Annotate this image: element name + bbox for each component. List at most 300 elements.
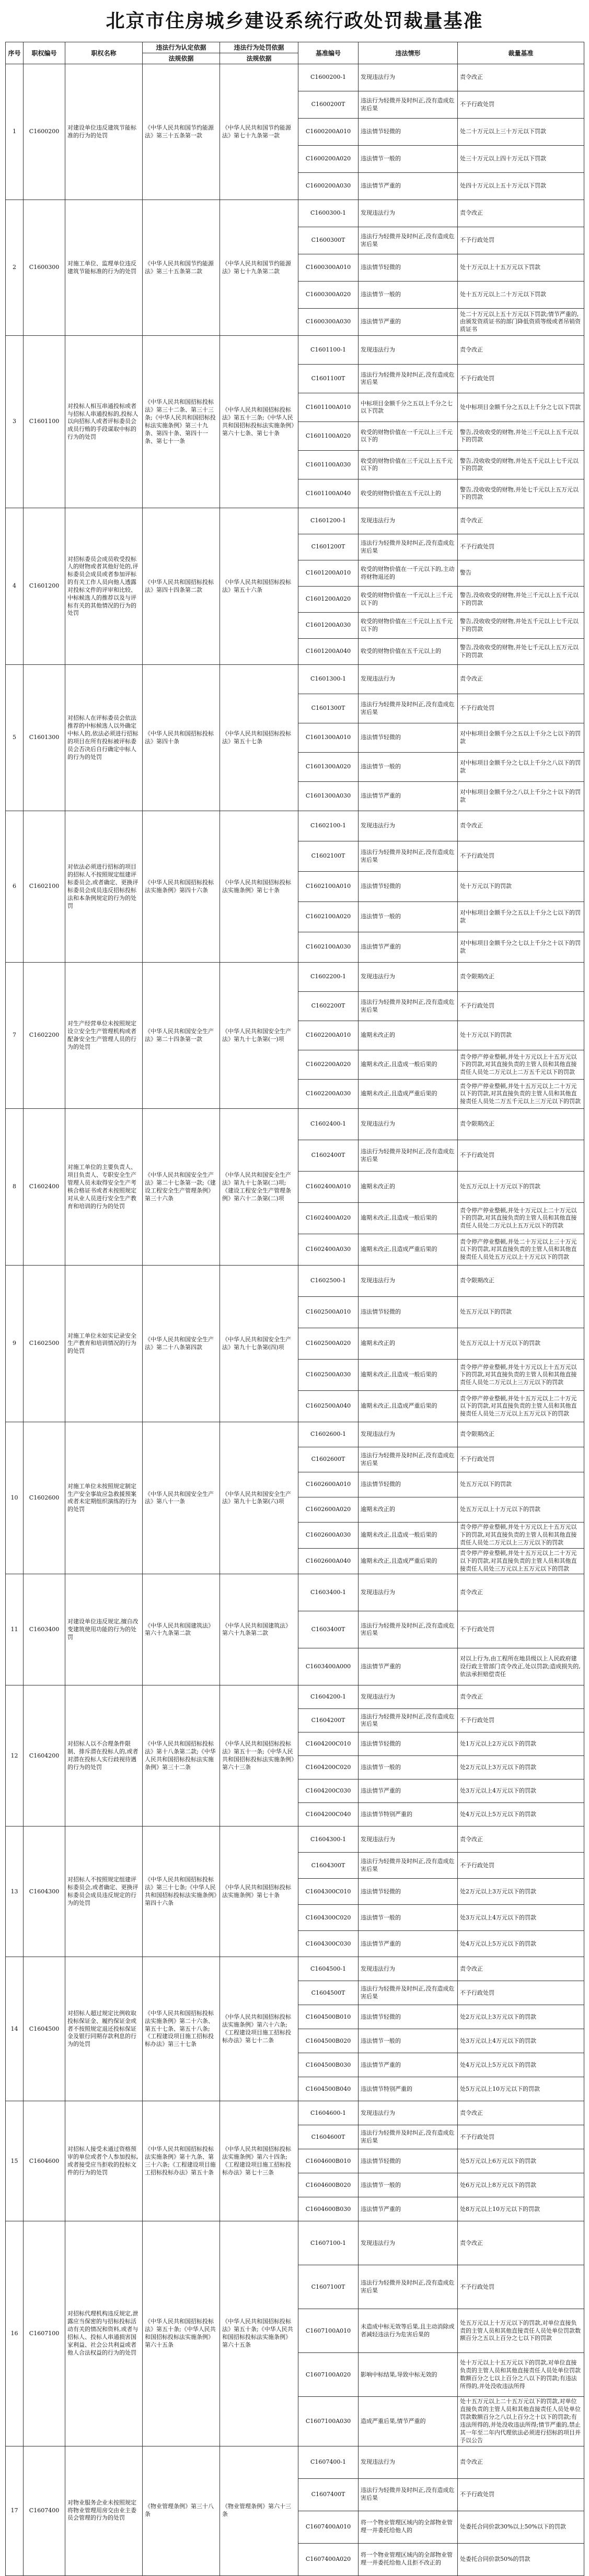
std-code: C1602100A010 — [298, 872, 359, 902]
situation: 造成严重后果,情节严重的 — [359, 2397, 458, 2446]
standard: 责令改正 — [458, 336, 584, 365]
situation: 违法情节严重的 — [359, 173, 458, 200]
standard: 对中标项目金额千分之七以上千分之八以下的罚款 — [458, 753, 584, 782]
situation: 违法情节轻微的 — [359, 2005, 458, 2029]
situation: 发现违法行为 — [359, 963, 458, 992]
situation: 违法行为轻微并及时纠正,没有造成危害后果 — [359, 91, 458, 119]
group-basis: 《中华人民共和国安全生产法》第二十四条第一款 — [143, 963, 220, 1109]
table-row — [6, 1685, 584, 1709]
standard: 处2万元以上3万元以下的罚款 — [458, 1879, 584, 1905]
standard: 责令停产停业整顿,并处十五万元以上二十万元以下的罚款,对其直接负责的主管人员和其他直接责任人员处三万元以上五万元以下的罚款 — [458, 1548, 584, 1574]
standard: 责令停产停业整顿,并处十万元以上二十万元以下的罚款,对其直接负责的主管人员和其他直接责任人员处二万元以上五万元以下的罚款 — [458, 1203, 584, 1234]
situation: 未造成中标无效等后果,且主动消除或者减轻违法行为危害后果的 — [359, 2309, 458, 2353]
std-code: C1607100A020 — [298, 2353, 359, 2397]
std-code: C1601300A010 — [298, 723, 359, 753]
group-penalty-basis: 《中华人民共和国招标投标法》第五十一条;《中华人民共和国招标投标法实施条例》第六十三条 — [220, 1685, 298, 1826]
standard: 对中标项目金额千分之五以上千分之七以下的罚款 — [458, 902, 584, 932]
group-basis: 《中华人民共和国安全生产法》第二十八条第四款 — [143, 1266, 220, 1422]
group-code: C1602500 — [24, 1266, 65, 1422]
group-seq: 4 — [6, 508, 24, 665]
standard: 不予行政处罚 — [458, 365, 584, 393]
std-code: C1601300A030 — [298, 782, 359, 811]
standard: 警告 — [458, 560, 584, 587]
group-penalty-basis: 《中华人民共和国招标投标法》第五十条;《中华人民共和国招标投标法实施条例》第六十五条 — [220, 2221, 298, 2446]
std-code: C1607400T — [298, 2478, 359, 2511]
situation: 发现违法行为 — [359, 1685, 458, 1709]
std-code: C1602500A010 — [298, 1297, 359, 1328]
std-code: C1607100A030 — [298, 2397, 359, 2446]
situation: 发现违法行为 — [359, 665, 458, 694]
standard: 不予行政处罚 — [458, 1709, 584, 1732]
std-code: C1602200A010 — [298, 1021, 359, 1050]
std-code: C1601200T — [298, 534, 359, 560]
std-code: C1604600B030 — [298, 2197, 359, 2221]
standard: 不予行政处罚 — [458, 1447, 584, 1472]
group-name: 对招标人接受未通过资格预审的单位或者个人参加投标,或者接受应当拒收的投标文件的行为的处罚 — [65, 2101, 143, 2221]
std-code: C1601300A020 — [298, 753, 359, 782]
group-seq: 3 — [6, 336, 24, 508]
std-code: C1602200-1 — [298, 963, 359, 992]
standard: 处3万元以上4万元以下的罚款 — [458, 2029, 584, 2053]
group-penalty-basis: 《中华人民共和国节约能源法》第七十九条第二款 — [220, 200, 298, 336]
group-code: C1607100 — [24, 2221, 65, 2446]
standard: 处6万元以上8万元以下的罚款 — [458, 2173, 584, 2197]
std-code: C1601100T — [298, 365, 359, 393]
group-name: 对招标人不按照规定组建评标委员会,或者确定、更换评标委员会成员违反规定的行为的处罚 — [65, 1826, 143, 1957]
standard: 处十万元以上十五万元以下罚款 — [458, 254, 584, 282]
std-code: C1601100A030 — [298, 451, 359, 479]
situation: 发现违法行为 — [359, 1957, 458, 1981]
table-row — [6, 811, 584, 841]
situation: 逾期未改正的 — [359, 1021, 458, 1050]
group-code: C1600200 — [24, 64, 65, 200]
standard: 不予行政处罚 — [458, 2265, 584, 2309]
group-basis: 《中华人民共和国建筑法》第六十九条第二款 — [143, 1574, 220, 1685]
situation: 逾期未改正,且造成严重后果的 — [359, 1548, 458, 1574]
std-code: C1601200-1 — [298, 508, 359, 534]
group-penalty-basis: 《中华人民共和国安全生产法》第九十七条第(一)项 — [220, 963, 298, 1109]
standard: 责令改正 — [458, 811, 584, 841]
group-name: 对招标人以不合理条件限制、排斥潜在投标人的,或者对潜在投标人实行歧视待遇的行为的处罚 — [65, 1685, 143, 1826]
standard: 警告,没收收受的财物,并处三千元以上五千元以下的罚款 — [458, 587, 584, 613]
situation: 发现违法行为 — [359, 2446, 458, 2478]
standard: 处委托合同价款30%以上50%以下的罚款 — [458, 2511, 584, 2543]
group-basis: 《中华人民共和国招标投标法》第三十七条;《中华人民共和国招标投标法实施条例》第四十六条 — [143, 1826, 220, 1957]
std-code: C1607100A010 — [298, 2309, 359, 2353]
std-code: C1602200T — [298, 992, 359, 1021]
standard: 责令停产停业整顿,并处十五万元以上二十万元以下的罚款,对其直接负责的主管人员和其他直接责任人员处二万五千元以上三万元以下的罚款 — [458, 1080, 584, 1109]
group-name: 对招标人超过规定比例收取投标保证金、履约保证金或者不按照规定退还投标保证金及银行同期存款利息的行为的处罚 — [65, 1957, 143, 2101]
group-penalty-basis: 《物业管理条例》第六十三条 — [220, 2446, 298, 2575]
standard: 责令改正 — [458, 665, 584, 694]
table-row — [6, 1574, 584, 1611]
header-basis-group: 违法行为认定依据 — [143, 42, 220, 53]
standard: 不予行政处罚 — [458, 2478, 584, 2511]
standard: 不予行政处罚 — [458, 841, 584, 872]
group-seq: 2 — [6, 200, 24, 336]
situation: 违法行为轻微并及时纠正,没有造成危害后果 — [359, 992, 458, 1021]
group-basis: 《物业管理条例》第三十八条 — [143, 2446, 220, 2575]
group-name: 对施工单位未如实记录安全生产教育和培训情况的行为的处罚 — [65, 1266, 143, 1422]
group-code: C1603400 — [24, 1574, 65, 1685]
standard: 处五万元以上十万元以下的罚款 — [458, 1328, 584, 1360]
std-code: C1602400T — [298, 1140, 359, 1172]
std-code: C1601200A040 — [298, 639, 359, 665]
std-code: C1602500A030 — [298, 1360, 359, 1391]
std-code: C1604600B020 — [298, 2173, 359, 2197]
standard: 处二十万元以上五十万元以下罚款;情节严重的,由颁发资质证书的部门降低资质等级或者吊销资质证书 — [458, 309, 584, 336]
situation: 发现违法行为 — [359, 64, 458, 91]
standard: 处十万元以下的罚款 — [458, 872, 584, 902]
situation: 发现违法行为 — [359, 1109, 458, 1140]
standard: 责令改正 — [458, 1957, 584, 1981]
situation: 违法行为轻微并及时纠正,没有造成危害后果 — [359, 841, 458, 872]
group-basis: 《中华人民共和国安全生产法》第二十七条第一款;《建设工程安全生产管理条例》第三十六条 — [143, 1109, 220, 1266]
situation: 违法行为轻微并及时纠正,没有造成危害后果 — [359, 1981, 458, 2005]
situation: 收受的财物价值在三千元以上五千元以下的 — [359, 613, 458, 639]
situation: 违法行为轻微并及时纠正,没有造成危害后果 — [359, 2125, 458, 2149]
std-code: C1604200-1 — [298, 1685, 359, 1709]
standard: 处5万元以上10万元以下的罚款 — [458, 2077, 584, 2101]
situation: 违法行为轻微并及时纠正,没有造成危害后果 — [359, 1611, 458, 1648]
std-code: C1602100A020 — [298, 902, 359, 932]
table-row — [6, 2221, 584, 2265]
group-penalty-basis: 《中华人民共和国安全生产法》第九十七条第(六)项 — [220, 1422, 298, 1574]
std-code: C1601100-1 — [298, 336, 359, 365]
situation: 违法情节一般的 — [359, 1905, 458, 1931]
standard: 不予行政处罚 — [458, 534, 584, 560]
standard: 不予行政处罚 — [458, 227, 584, 254]
group-basis: 《中华人民共和国节约能源法》第三十五条第一款 — [143, 64, 220, 200]
std-code: C1604600-1 — [298, 2101, 359, 2125]
std-code: C1601200A010 — [298, 560, 359, 587]
standard: 不予行政处罚 — [458, 694, 584, 723]
group-basis: 《中华人民共和国招标投标法实施条例》第十九条、第三十六条;《工程建设项目施工招标投标办法》第五十条 — [143, 2101, 220, 2221]
group-basis: 《中华人民共和国节约能源法》第三十五条第二款 — [143, 200, 220, 336]
standard: 责令改正 — [458, 2101, 584, 2125]
header-basis: 法规依据 — [143, 53, 220, 64]
std-code: C1604200C040 — [298, 1803, 359, 1826]
standard: 对中标项目金额千分之五以上千分之七以下的罚款 — [458, 723, 584, 753]
group-name: 对物业服务企业未按照规定将物业管理用房交由业主委员会管理的行为的处罚 — [65, 2446, 143, 2575]
std-code: C1602600A030 — [298, 1523, 359, 1549]
group-code: C1600300 — [24, 200, 65, 336]
situation: 违法行为轻微并及时纠正,没有造成危害后果 — [359, 1709, 458, 1732]
situation: 违法情节严重的 — [359, 1648, 458, 1685]
standard: 责令改正 — [458, 508, 584, 534]
situation: 违法情节一般的 — [359, 1756, 458, 1779]
group-code: C1604200 — [24, 1685, 65, 1826]
group-name: 对建设单位违反规定,擅自改变建筑使用功能的行为的处罚 — [65, 1574, 143, 1685]
header-situation: 违法情形 — [359, 42, 458, 64]
situation: 违法情节一般的 — [359, 2029, 458, 2053]
situation: 违法情节一般的 — [359, 753, 458, 782]
std-code: C1604500T — [298, 1981, 359, 2005]
standard: 处五万元以下的罚款 — [458, 1472, 584, 1497]
group-seq: 16 — [6, 2221, 24, 2446]
std-code: C1604200C030 — [298, 1779, 359, 1803]
header-standard: 裁量基准 — [458, 42, 584, 64]
situation: 违法情节一般的 — [359, 2173, 458, 2197]
group-name: 对依法必须进行招标的项目的招标人不按照规定组建评标委员会,或者确定、更换评标委员会成员违反招标投标法和本条例规定的行为的处罚 — [65, 811, 143, 963]
std-code: C1601200A020 — [298, 587, 359, 613]
std-code: C1602400A030 — [298, 1234, 359, 1266]
standard: 警告,没收收受的财物,并处七千元以上五万元以下的罚款 — [458, 479, 584, 508]
std-code: C1602100-1 — [298, 811, 359, 841]
standard: 责令限期改正 — [458, 963, 584, 992]
group-code: C1604500 — [24, 1957, 65, 2101]
situation: 违法情节一般的 — [359, 146, 458, 173]
situation: 违法情节严重的 — [359, 309, 458, 336]
situation: 将一个物业管理区域内的全部物业管理一并委托给他人且拒不改正的 — [359, 2543, 458, 2575]
group-seq: 15 — [6, 2101, 24, 2221]
standard: 不予行政处罚 — [458, 992, 584, 1021]
group-code: C1602200 — [24, 963, 65, 1109]
situation: 违法情节轻微的 — [359, 723, 458, 753]
situation: 违法情节轻微的 — [359, 2149, 458, 2173]
std-code: C1602600-1 — [298, 1422, 359, 1447]
group-seq: 17 — [6, 2446, 24, 2575]
group-seq: 8 — [6, 1109, 24, 1266]
situation: 发现违法行为 — [359, 508, 458, 534]
group-seq: 1 — [6, 64, 24, 200]
std-code: C1601100A020 — [298, 422, 359, 451]
situation: 违法情节严重的 — [359, 1779, 458, 1803]
standard: 责令限期改正 — [458, 1266, 584, 1297]
situation: 逾期未改正,且造成一般后果的 — [359, 1203, 458, 1234]
std-code: C1603400T — [298, 1611, 359, 1648]
group-code: C1602100 — [24, 811, 65, 963]
situation: 违法行为轻微并及时纠正,没有造成危害后果 — [359, 227, 458, 254]
situation: 发现违法行为 — [359, 1826, 458, 1853]
standard: 不予行政处罚 — [458, 1611, 584, 1648]
standard: 责令改正 — [458, 1826, 584, 1853]
situation: 违法情节轻微的 — [359, 1732, 458, 1756]
situation: 违法行为轻微并及时纠正,没有造成危害后果 — [359, 534, 458, 560]
situation: 违法情节轻微的 — [359, 872, 458, 902]
situation: 收受的财物价值在五千元以上的 — [359, 479, 458, 508]
group-seq: 6 — [6, 811, 24, 963]
std-code: C1604200T — [298, 1709, 359, 1732]
situation: 违法情节轻微的 — [359, 119, 458, 146]
situation: 违法行为轻微并及时纠正,没有造成危害后果 — [359, 1140, 458, 1172]
standard: 处三十万元以上四十万元以下罚款 — [458, 146, 584, 173]
table-row — [6, 1957, 584, 1981]
situation: 逾期未改正的 — [359, 1328, 458, 1360]
situation: 将一个物业管理区域内的全部物业管理一并委托给他人的 — [359, 2511, 458, 2543]
group-basis: 《中华人民共和国招标投标法》第五十条;《中华人民共和国招标投标法实施条例》第六十五条 — [143, 2221, 220, 2446]
standard: 责令停产停业整顿,并处十万元以上十五万元以下的罚款,对其直接负责的主管人员和其他直接责任人员处二万元以上三万元以下的罚款 — [458, 1360, 584, 1391]
std-code: C1607400A020 — [298, 2543, 359, 2575]
standard: 处4万元以上5万元以下的罚款 — [458, 1803, 584, 1826]
group-basis: 《中华人民共和国招标投标法》第十八条第二款;《中华人民共和国招标投标法实施条例》第三十二条 — [143, 1685, 220, 1826]
group-penalty-basis: 《中华人民共和国招标投标法》第五十七条 — [220, 665, 298, 811]
std-code: C1602200A020 — [298, 1050, 359, 1080]
std-code: C1602100A030 — [298, 932, 359, 963]
standard: 处3万元以上4万元以下的罚款 — [458, 1779, 584, 1803]
situation: 违法情节一般的 — [359, 902, 458, 932]
situation: 违法行为轻微并及时纠正,没有造成危害后果 — [359, 1447, 458, 1472]
std-code: C1602500A020 — [298, 1328, 359, 1360]
group-code: C1602600 — [24, 1422, 65, 1574]
std-code: C1607400-1 — [298, 2446, 359, 2478]
group-basis: 《中华人民共和国招标投标法》第四十四条第二款 — [143, 508, 220, 665]
group-name: 对施工单位的主要负责人、项目负责人、专职安全生产管理人员未取得安全生产考核合格证书或者未按照规定对从业人员进行安全生产教育和培训的行为的处罚 — [65, 1109, 143, 1266]
standard: 责令限期改正 — [458, 1109, 584, 1140]
group-penalty-basis: 《中华人民共和国建筑法》第六十九条第二款 — [220, 1574, 298, 1685]
standard: 处中标项目金额千分之五以上千分之七以下罚款 — [458, 393, 584, 422]
standard: 处五万元以上十万元以下的罚款 — [458, 1497, 584, 1523]
standard: 对以上行为,由工程所在地县级以上人民政府建设行政主管部门责令改正,处以罚款;造成损失的,依法承担赔偿责任 — [458, 1648, 584, 1685]
situation: 收受的财物价值在三千元以上五千元以下的 — [359, 451, 458, 479]
standard: 责令停产停业整顿,并处十五万元以上二十万元以下的罚款,对其直接负责的主管人员和其他直接责任人员处三万元以上五万元以下的罚款 — [458, 1391, 584, 1422]
std-code: C1604600T — [298, 2125, 359, 2149]
table-row — [6, 1266, 584, 1297]
standard: 责令改正 — [458, 2221, 584, 2265]
situation: 逾期未改正的 — [359, 1497, 458, 1523]
group-penalty-basis: 《中华人民共和国招标投标法》第五十六条 — [220, 508, 298, 665]
group-name: 对生产经营单位未按照规定设立安全生产管理机构或者配备安全生产管理人员的行为的处罚 — [65, 963, 143, 1109]
standard: 不予行政处罚 — [458, 1140, 584, 1172]
table-row — [6, 1109, 584, 1140]
std-code: C1602500-1 — [298, 1266, 359, 1297]
standard: 处2万元以上3万元以下的罚款 — [458, 1756, 584, 1779]
group-seq: 9 — [6, 1266, 24, 1422]
situation: 中标项目金额千分之五以上千分之七以下罚款 — [359, 393, 458, 422]
standard: 责令改正 — [458, 2446, 584, 2478]
std-code: C1602200A030 — [298, 1080, 359, 1109]
std-code: C1601100A010 — [298, 393, 359, 422]
situation: 发现违法行为 — [359, 2221, 458, 2265]
standard: 处四十万元以上五十万元以下罚款 — [458, 173, 584, 200]
situation: 逾期未改正的 — [359, 1172, 458, 1203]
penalty-standard-table — [5, 42, 584, 2576]
std-code: C1600200-1 — [298, 64, 359, 91]
group-seq: 10 — [6, 1422, 24, 1574]
group-penalty-basis: 《中华人民共和国节约能源法》第七十九条第一款 — [220, 64, 298, 200]
std-code: C1600300A030 — [298, 309, 359, 336]
table-row — [6, 1422, 584, 1447]
group-seq: 11 — [6, 1574, 24, 1685]
group-penalty-basis: 《中华人民共和国招标投标法》第五十三条;《中华人民共和国招标投标法实施条例》第六十七条、第七十条 — [220, 336, 298, 508]
group-name: 对招标委员会成员收受投标人的财物或者其他好处的,评标委员会成员或者参加评标的有关工作人员向他人透露对投标文件的评审和比较、中标候选人的推荐以及与评标有关的其他情况的行为的处罚 — [65, 508, 143, 665]
std-code: C1604500B010 — [298, 2005, 359, 2029]
standard: 处十万元以上十五万元以下的罚款,对单位直接负责的主管人员和其他直接责任人员处单位罚款数额百分之七以上百分之八以下的罚款;有违法所得的,并处没收违法所得 — [458, 2353, 584, 2397]
table-row — [6, 665, 584, 694]
standard: 处4万元以上5万元以下的罚款 — [458, 2053, 584, 2077]
table-row — [6, 508, 584, 534]
std-code: C1602600A010 — [298, 1472, 359, 1497]
standard: 处1万元以上2万元以下的罚款 — [458, 1732, 584, 1756]
table-row — [6, 1826, 584, 1853]
standard: 责令改正 — [458, 200, 584, 227]
std-code: C1602400A010 — [298, 1172, 359, 1203]
std-code: C1604200C020 — [298, 1756, 359, 1779]
situation: 违法情节特别严重的 — [359, 2077, 458, 2101]
group-penalty-basis: 《中华人民共和国招标投标法实施条例》第六十四条;《工程建设项目施工招标投标办法》第七十三条 — [220, 2101, 298, 2221]
group-name: 对招标人在评标委员会依法推荐的中标候选人以外确定中标人的,依法必须进行招标的项目在所有投标被评标委员会否决后自行确定中标人的行为的处罚 — [65, 665, 143, 811]
group-basis: 《中华人民共和国招标投标法实施条例》第二十六条、第五十七条、第五十八条;《工程建设项目施工招标投标办法》第三十七条 — [143, 1957, 220, 2101]
situation: 违法行为轻微并及时纠正,没有造成危害后果 — [359, 694, 458, 723]
situation: 影响中标结果,导致中标无效的 — [359, 2353, 458, 2397]
situation: 逾期未改正,且造成一般后果的 — [359, 1050, 458, 1080]
std-code: C1602500A040 — [298, 1391, 359, 1422]
std-code: C1604500B020 — [298, 2029, 359, 2053]
standard: 警告,没收收受的财物,并处五千元以上七千元以下的罚款 — [458, 613, 584, 639]
header-std-code: 基准编号 — [298, 42, 359, 64]
situation: 违法情节轻微的 — [359, 1472, 458, 1497]
std-code: C1604500B040 — [298, 2077, 359, 2101]
std-code: C1602100T — [298, 841, 359, 872]
situation: 收受的财物价值在一千元以上三千元以下的 — [359, 587, 458, 613]
standard: 警告,没收收受的财物,并处三千元以上五千元以下的罚款 — [458, 422, 584, 451]
situation: 发现违法行为 — [359, 811, 458, 841]
header-seq: 序号 — [6, 42, 24, 64]
group-name: 对施工单位、监理单位违反建筑节能标准的行为的处罚 — [65, 200, 143, 336]
situation: 发现违法行为 — [359, 1574, 458, 1611]
std-code: C1602400A020 — [298, 1203, 359, 1234]
situation: 逾期未改正,且造成严重后果的 — [359, 1080, 458, 1109]
std-code: C1601100A040 — [298, 479, 359, 508]
group-basis: 《中华人民共和国招标投标法》第四十条 — [143, 665, 220, 811]
std-code: C1601300T — [298, 694, 359, 723]
group-code: C1601200 — [24, 508, 65, 665]
standard: 处十五万元以上二十五万元以下的罚款,对单位直接负责的主管人员和其他直接责任人员处单位罚款数额百分之八以上百分之十以下的罚款;有违法所得的,并处没收违法所得;情节严重的,禁止其一年至二年内代理依法必须进行招标的项目并予以公告 — [458, 2397, 584, 2446]
std-code: C1600200A010 — [298, 119, 359, 146]
standard: 责令停产停业整顿,并处十万元以上十五万元以下的罚款,对其直接负责的主管人员和其他直接责任人员处二万元以上二万五千元以下的罚款 — [458, 1050, 584, 1080]
std-code: C1604300C010 — [298, 1879, 359, 1905]
std-code: C1601200A030 — [298, 613, 359, 639]
table-row — [6, 336, 584, 365]
group-basis: 《中华人民共和国招标投标法》第三十二条、第三十三条;《中华人民共和国招标投标法实施条例》第三十九条、第四十条、第四十一条、第七十一条 — [143, 336, 220, 508]
group-penalty-basis: 《中华人民共和国安全生产法》第九十七条第(四)项 — [220, 1266, 298, 1422]
std-code: C1600200T — [298, 91, 359, 119]
std-code: C1602600T — [298, 1447, 359, 1472]
situation: 收受的财物价值在五千元以上的 — [359, 639, 458, 665]
situation: 发现违法行为 — [359, 200, 458, 227]
group-code: C1604600 — [24, 2101, 65, 2221]
standard: 处五万元以上十万元以下的罚款,对单位直接负责的主管人员和其他直接责任人员处单位罚款数额百分之五以上百分之七以下的罚款 — [458, 2309, 584, 2353]
group-penalty-basis: 《中华人民共和国招标投标法实施条例》第七十条 — [220, 811, 298, 963]
header-penalty-basis: 法规依据 — [220, 53, 298, 64]
situation: 违法情节轻微的 — [359, 1879, 458, 1905]
standard: 不予行政处罚 — [458, 2125, 584, 2149]
group-code: C1604300 — [24, 1826, 65, 1957]
group-code: C1602400 — [24, 1109, 65, 1266]
standard: 责令改正 — [458, 1574, 584, 1611]
std-code: C1600300-1 — [298, 200, 359, 227]
std-code: C1604300T — [298, 1853, 359, 1879]
standard: 处委托合同价款50%的罚款 — [458, 2543, 584, 2575]
std-code: C1607100-1 — [298, 2221, 359, 2265]
standard: 对中标项目金额千分之七以上千分之十以下的罚款 — [458, 932, 584, 963]
situation: 违法情节特别严重的 — [359, 1803, 458, 1826]
group-penalty-basis: 《中华人民共和国招标投标法实施条例》第六十六条;《工程建设项目施工招标投标办法》第七十二条 — [220, 1957, 298, 2101]
group-penalty-basis: 《中华人民共和国安全生产法》第九十七条第(二)项;《建设工程安全生产管理条例》第六十二条第(二)项 — [220, 1109, 298, 1266]
group-name: 对建设单位违反建筑节能标准的行为的处罚 — [65, 64, 143, 200]
situation: 发现违法行为 — [359, 1422, 458, 1447]
group-code: C1607400 — [24, 2446, 65, 2575]
std-code: C1604300C020 — [298, 1905, 359, 1931]
std-code: C1600200A030 — [298, 173, 359, 200]
standard: 责令改正 — [458, 1685, 584, 1709]
group-basis: 《中华人民共和国招标投标法实施条例》第四十六条 — [143, 811, 220, 963]
situation: 违法情节严重的 — [359, 932, 458, 963]
header-code: 职权编号 — [24, 42, 65, 64]
table-row — [6, 64, 584, 91]
group-seq: 12 — [6, 1685, 24, 1826]
situation: 违法情节严重的 — [359, 2197, 458, 2221]
